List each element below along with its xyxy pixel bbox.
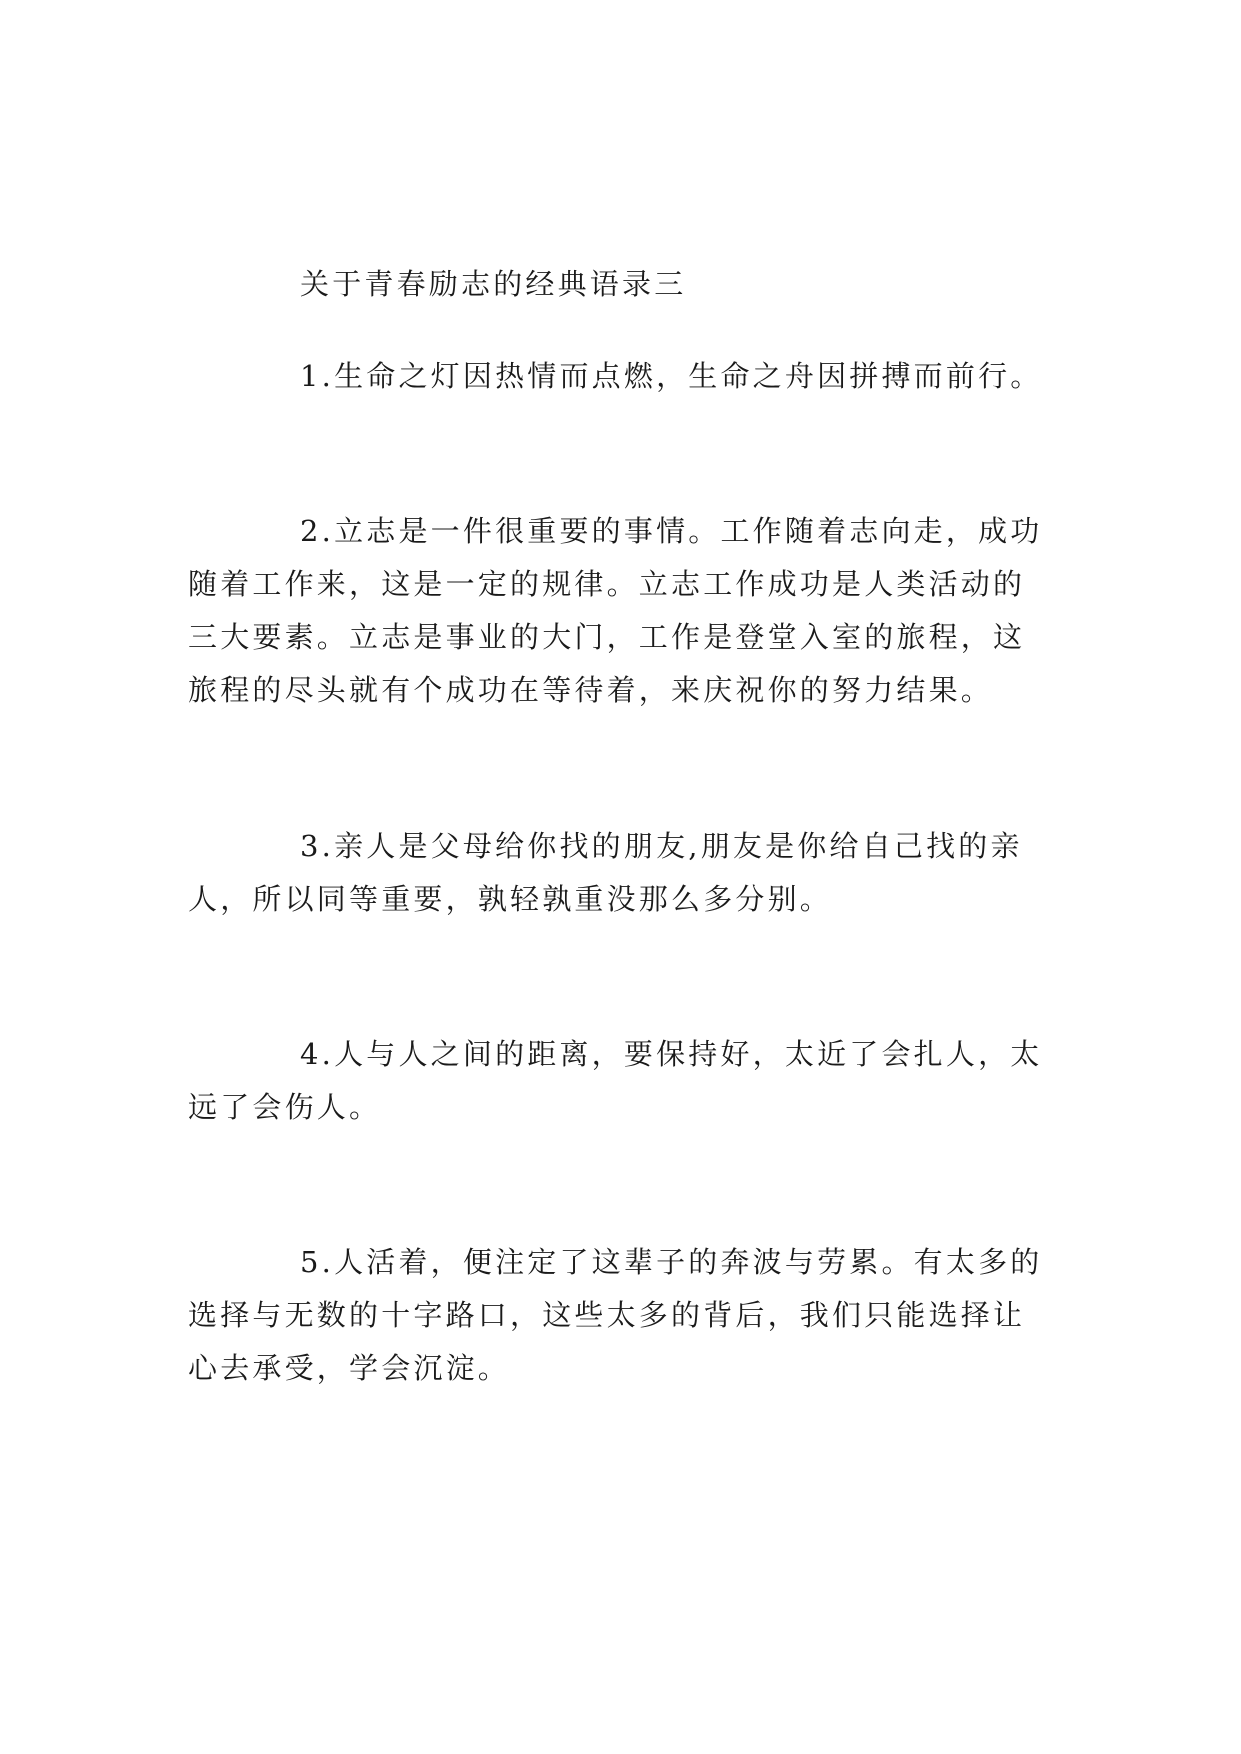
quote-5-line-2: 选择与无数的十字路口，这些太多的背后，我们只能选择让 (188, 1298, 1026, 1332)
quote-2-line-1: 2.立志是一件很重要的事情。工作随着志向走，成功 (300, 514, 1043, 548)
quote-2-line-2: 随着工作来，这是一定的规律。立志工作成功是人类活动的 (188, 567, 1026, 601)
quote-2-line-3: 三大要素。立志是事业的大门，工作是登堂入室的旅程，这 (188, 620, 1026, 654)
document-title: 关于青春励志的经典语录三 (300, 267, 687, 301)
quote-3-line-2: 人，所以同等重要，孰轻孰重没那么多分别。 (188, 882, 833, 916)
quote-5-line-1: 5.人活着，便注定了这辈子的奔波与劳累。有太多的 (300, 1245, 1043, 1279)
quote-5-line-3: 心去承受，学会沉淀。 (188, 1351, 511, 1385)
quote-4-line-1: 4.人与人之间的距离，要保持好，太近了会扎人，太 (300, 1037, 1043, 1071)
quote-2-line-4: 旅程的尽头就有个成功在等待着，来庆祝你的努力结果。 (188, 673, 994, 707)
quote-4-line-2: 远了会伤人。 (188, 1090, 382, 1124)
quote-1-line-1: 1.生命之灯因热情而点燃，生命之舟因拼搏而前行。 (300, 359, 1043, 393)
quote-3-line-1: 3.亲人是父母给你找的朋友,朋友是你给自己找的亲 (300, 829, 1023, 863)
